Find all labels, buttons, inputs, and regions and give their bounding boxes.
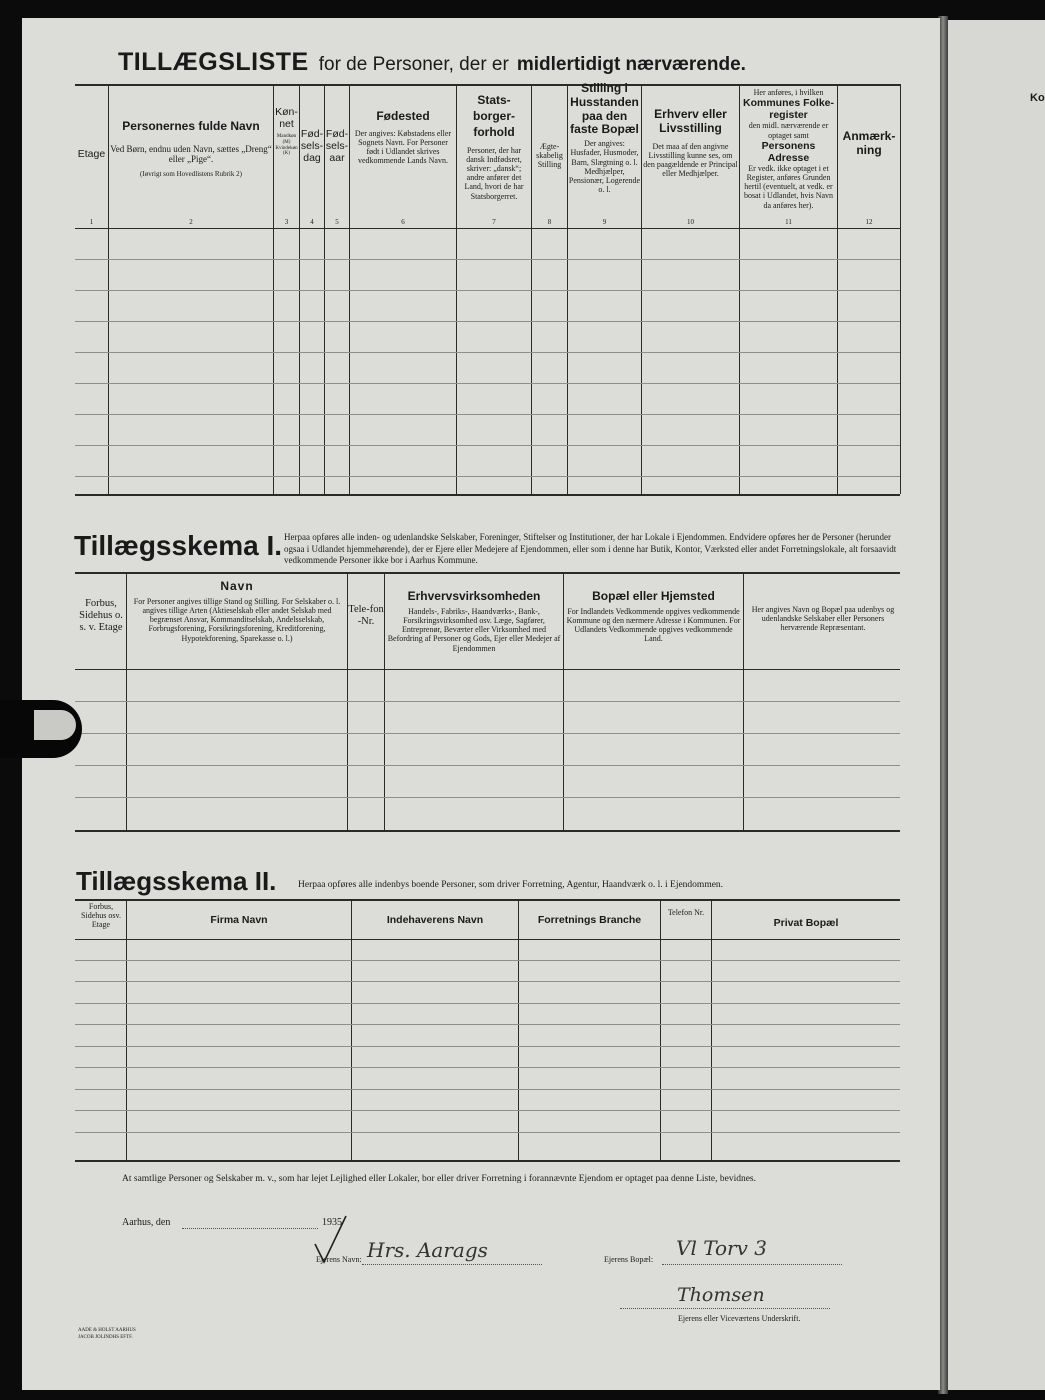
s1-hdr-residence-sub: For Indlandets Vedkommende opgives vedkommende Kommune og den nærmere Adresse i Kommunen. For Udlandets Vedkommende opgives vedkommende Land. bbox=[566, 606, 741, 644]
hdr-full-name-title: Personernes fulde Navn bbox=[122, 119, 260, 133]
hdr-num-3: 3 bbox=[284, 218, 289, 226]
title-main: TILLÆGSLISTE bbox=[118, 48, 309, 76]
s1-hdr-name-sub: For Personer angives tillige Stand og Stilling. For Selskaber o. l. angives tillige Arten (Aktieselskab eller andet Selskab med begrænset Ansvar, Kommanditselskab, Andelsselskab, Forbrugsforening, Forsikringsforening, Kreditforening, Hypotekforening, Sparekasse o. l.) bbox=[133, 596, 341, 643]
s2-hdr-etage: Forbus, Sidehus osv. Etage bbox=[81, 902, 121, 930]
s1-hdr-business-sub: Handels-, Fabriks-, Haandværks-, Bank-, Forsikringsvirksomhed osv. Læge, Sagfører, Entreprenør, Beværter eller Virksomhed med Befordring af Personer og Gods, Ejer eller Medejer af Ejendommen bbox=[387, 606, 561, 653]
title-rest: for de Personer, der er bbox=[318, 54, 509, 75]
skema1-description: Herpaa opføres alle inden- og udenlandske Selskaber, Foreninger, Stiftelser og Institutioner, der har Lokale i Ejendommen. Endvidere opføres her de Personer (herunder ogsaa i Udlandet hjemmehørende), der er Ejere eller Medejere af Ejendommen, eller som i denne har Butik, Kontor, Værksted eller andet Forretningslokale, alt forsaavidt vedkommende Personer ikke bor i Aarhus Kommune. bbox=[284, 532, 897, 566]
s2-hdr-branch: Forretnings Branche bbox=[537, 914, 642, 926]
skema1-title: Tillægsskema I. bbox=[74, 530, 283, 561]
hdr-register bbox=[740, 88, 837, 210]
hdr-occupation-title: Erhverv eller Livsstilling bbox=[654, 107, 727, 135]
hdr-gender-title: Køn-net bbox=[275, 106, 298, 131]
skema2-description: Herpaa opføres alle indenbys boende Personer, som driver Forretning, Agentur, Haandværk o. l. i Ejendommen. bbox=[298, 880, 724, 890]
adjacent-page bbox=[945, 20, 1045, 1390]
s2-hdr-address: Privat Bopæl bbox=[773, 917, 839, 929]
page-title bbox=[118, 48, 746, 77]
s1-hdr-etage: Forbus, Sidehus o. s. v. Etage bbox=[79, 598, 123, 634]
hdr-register-pre: Her anføres, i hvilken bbox=[753, 88, 824, 97]
hdr-marital: Ægte-skabelig Stilling bbox=[536, 142, 563, 170]
adjacent-page-text: Ko bbox=[1030, 92, 1045, 104]
hdr-birthday: Fød-sels-dag bbox=[300, 128, 324, 165]
hdr-household-title: Stilling i Husstanden paa den faste Bopæl bbox=[570, 81, 639, 137]
hdr-citizenship bbox=[458, 92, 530, 201]
year-label: 1935 bbox=[322, 1217, 342, 1228]
thumb-nail bbox=[34, 710, 76, 740]
hdr-household bbox=[568, 82, 641, 194]
form-page bbox=[22, 18, 940, 1390]
printer-imprint: AADE & HOLST AARHUS JACOB JOLINDHS EFTF. bbox=[78, 1328, 136, 1340]
skema2-title: Tillægsskema II. bbox=[76, 866, 277, 896]
hdr-register-sub: den midl. nærværende er optaget samt bbox=[748, 121, 829, 140]
s1-hdr-phone: Tele-fon-Nr. bbox=[348, 604, 384, 628]
owner-name-label: Ejerens Navn: bbox=[316, 1255, 362, 1264]
s1-hdr-residence-title: Bopæl eller Hjemsted bbox=[592, 589, 715, 603]
hdr-num-2: 2 bbox=[189, 218, 193, 226]
hdr-register-title: Kommunes Folke-register bbox=[742, 97, 834, 122]
hdr-full-name-sub2: (Iøvrigt som Hovedlistens Rubrik 2) bbox=[140, 170, 242, 179]
title-bold-end: midlertidigt nærværende. bbox=[516, 54, 746, 75]
hdr-num-7: 7 bbox=[492, 218, 496, 226]
hdr-household-sub: Der angives: Husfader, Husmoder, Barn, Slægtning o. l. Medhjælper, Pensionær, Logerende o. l. bbox=[568, 139, 641, 195]
s1-hdr-name-title: Navn bbox=[220, 579, 254, 593]
hdr-remarks: Anmærk-ning bbox=[842, 129, 896, 157]
s1-hdr-representative: Her angives Navn og Bopæl paa udenbys og udenlandske Selskaber eller Personers herværende Repræsentant. bbox=[751, 605, 895, 633]
owner-name-line bbox=[362, 1264, 542, 1265]
hdr-num-8: 8 bbox=[547, 218, 552, 226]
hdr-num-11: 11 bbox=[785, 218, 792, 226]
hdr-num-1: 1 bbox=[89, 218, 94, 226]
owner-address-label: Ejerens Bopæl: bbox=[604, 1255, 654, 1264]
hdr-gender bbox=[274, 106, 299, 157]
hdr-citizenship-sub: Personer, der har dansk Indfødsret, skriver: „dansk“; andre anfører det Land, hvori de har Statsborgerret. bbox=[464, 145, 524, 201]
s1-hdr-name bbox=[128, 580, 346, 643]
hdr-full-name bbox=[110, 120, 272, 179]
city-date-label: Aarhus, den bbox=[122, 1217, 171, 1228]
handwritten-checkmark bbox=[312, 1214, 352, 1266]
hdr-occupation bbox=[642, 108, 739, 178]
hdr-num-5: 5 bbox=[335, 218, 339, 226]
s1-hdr-residence bbox=[565, 590, 742, 644]
hdr-gender-sub: Mandkøn (M) Kvindekøn (K) bbox=[275, 134, 298, 157]
hdr-birthplace-title: Fødested bbox=[376, 109, 430, 123]
hdr-full-name-sub: Ved Børn, endnu uden Navn, sættes „Dreng“ eller „Pige“. bbox=[110, 143, 272, 165]
hdr-citizenship-title: Stats-borger-forhold bbox=[473, 93, 515, 140]
date-line bbox=[182, 1228, 318, 1229]
hdr-num-10: 10 bbox=[687, 218, 694, 226]
scanner-thumb bbox=[0, 700, 82, 758]
hdr-birthplace-sub: Der angives: Købstadens eller Sognets Navn. For Personer født i Udlandet skrives vedkommende Lands Navn. bbox=[354, 128, 452, 166]
signature-line bbox=[620, 1308, 830, 1309]
s1-hdr-business-title: Erhvervsvirksomheden bbox=[407, 589, 541, 603]
hdr-num-9: 9 bbox=[602, 218, 607, 226]
s2-hdr-phone: Telefon Nr. bbox=[667, 908, 705, 917]
hdr-birthyear: Fød-sels-aar bbox=[325, 128, 349, 165]
declaration-text: At samtlige Personer og Selskaber m. v., som har lejet Lejlighed eller Lokaler, bor eller driver Forretning i forannævnte Ejendom er optaget paa denne Liste, bevidnes. bbox=[122, 1174, 756, 1184]
owner-address-line bbox=[662, 1264, 842, 1265]
hdr-num-12: 12 bbox=[865, 218, 873, 226]
signature-label: Ejerens eller Viceværtens Underskrift. bbox=[678, 1314, 801, 1323]
hdr-register-sub2: Er vedk. ikke optaget i et Register, anføres Grunden hertil (eventuelt, at vedk. er bosat i Udlandet, hvis Navn da anføres her). bbox=[743, 163, 834, 210]
hdr-birthplace bbox=[351, 110, 455, 166]
s1-hdr-business bbox=[386, 590, 562, 653]
hdr-etage: Etage bbox=[77, 148, 106, 160]
hdr-num-4: 4 bbox=[310, 218, 314, 226]
s2-hdr-firm: Firma Navn bbox=[210, 914, 268, 926]
owner-name-handwritten: Hrs. Aarags bbox=[367, 1238, 488, 1262]
owner-address-handwritten: Vl Torv 3 bbox=[676, 1236, 767, 1260]
hdr-occupation-sub: Det maa af den angivne Livsstilling kunne ses, om den paagældende er Principal eller Medhjælper. bbox=[643, 141, 738, 179]
hdr-num-6: 6 bbox=[401, 218, 405, 226]
s2-hdr-owner: Indehaverens Navn bbox=[386, 914, 484, 926]
hdr-register-title2: Personens Adresse bbox=[761, 139, 816, 164]
signature-handwritten: Thomsen bbox=[677, 1284, 765, 1306]
